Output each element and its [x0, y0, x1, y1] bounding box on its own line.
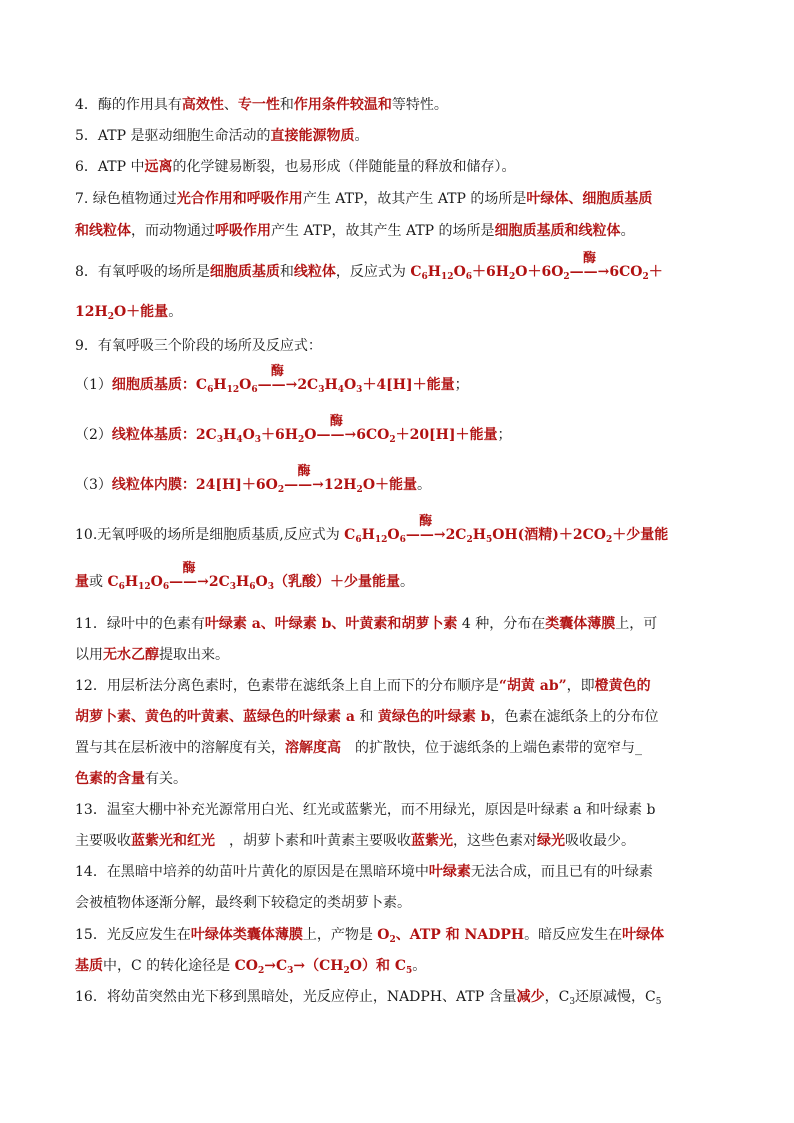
subscript: 2: [356, 485, 363, 495]
key-term: 专一性: [237, 97, 280, 113]
key-term: 、ATP 和 NADPH: [395, 927, 525, 943]
key-term: 12H: [323, 477, 357, 493]
text-segment: （3）: [75, 477, 112, 493]
key-term: O: [255, 574, 268, 590]
reaction-arrow: ——→: [284, 477, 324, 493]
item-9-three-stages: [75, 336, 322, 356]
key-term: ＋少量能: [612, 527, 669, 543]
key-term: 黄绿色的叶绿素 b: [377, 709, 491, 725]
text-segment: （2）: [75, 427, 112, 443]
subscript: 12: [441, 272, 454, 282]
subscript: 6: [399, 535, 406, 545]
enzyme-reaction-arrow: [405, 514, 446, 545]
text-segment: ，色素在滤纸条上的分布位: [490, 709, 659, 725]
enzyme-label: 酶: [419, 514, 433, 529]
text-segment: 会被植物体逐渐分解，最终剩下较稳定的类胡萝卜素。: [75, 895, 411, 911]
key-term: C: [344, 527, 356, 543]
key-term: O: [377, 927, 390, 943]
key-term: O＋能量: [362, 477, 418, 493]
item-13-greenhouse-light-continued: [75, 831, 635, 851]
key-term: 无水乙醇: [103, 647, 159, 663]
key-term: O＋能量: [113, 304, 169, 320]
key-term: ＋20[H]＋能量: [395, 427, 498, 443]
subscript: 2: [642, 272, 649, 282]
key-term: 2C: [297, 377, 319, 393]
text-segment: ，这些色素对: [453, 833, 537, 849]
key-term: 6CO: [609, 264, 643, 280]
subscript: 2: [389, 435, 396, 445]
key-term: O）和 C: [349, 958, 406, 974]
subscript: 2: [277, 485, 285, 495]
key-term: 基质: [75, 958, 103, 974]
item-5-atp-energy: [75, 126, 368, 146]
stage-2-equation: [75, 414, 512, 445]
text-segment: 有关。: [145, 771, 187, 787]
key-term: 12H: [75, 304, 108, 320]
text-segment: ；: [497, 427, 512, 443]
stage-3-equation: [75, 464, 432, 495]
key-term: H: [324, 377, 338, 393]
key-term: 2C: [208, 574, 230, 590]
key-term: O: [239, 377, 252, 393]
key-term: C: [107, 574, 119, 590]
subscript: 6: [251, 385, 258, 395]
text-segment: 11．绿叶中的色素有: [75, 616, 205, 632]
subscript: 2: [257, 966, 265, 976]
text-segment: 以用: [75, 647, 103, 663]
text-segment: 6．ATP 中: [75, 159, 145, 175]
key-term: 细胞质基质和线粒体: [494, 223, 621, 239]
subscript: 12: [374, 535, 388, 545]
key-term: 叶绿体、细胞质基质: [526, 191, 653, 207]
text-segment: 7. 绿色植物通过: [75, 191, 177, 207]
subscript: 3: [267, 582, 274, 592]
key-term: →（CH: [293, 958, 344, 974]
text-segment: ，反应式为: [335, 264, 411, 280]
enzyme-label: 酶: [182, 561, 196, 576]
text-segment: 和: [354, 709, 378, 725]
text-segment: 还原减慢，C: [575, 989, 656, 1005]
key-term: O: [453, 264, 466, 280]
key-term: C: [410, 264, 422, 280]
key-term: 细胞质基质: [209, 264, 280, 280]
key-term: 光合作用和呼吸作用: [176, 191, 303, 207]
stage-1-equation: [75, 364, 469, 395]
subscript: 2: [343, 966, 350, 976]
key-term: O＋6O: [515, 264, 564, 280]
text-segment: 15．光反应发生在: [75, 927, 191, 943]
subscript: 5: [485, 535, 493, 545]
key-term: 蓝紫光: [411, 833, 453, 849]
text-segment: 。: [412, 958, 427, 974]
subscript: 3: [356, 385, 363, 395]
item-8-aerobic-respiration-continued: [75, 302, 182, 322]
text-segment: 。: [354, 128, 369, 144]
key-term: 6CO: [356, 427, 390, 443]
item-14-etiolation: [75, 862, 653, 882]
text-segment: 吸收最少。: [565, 833, 635, 849]
key-term: O: [343, 377, 357, 393]
key-term: ：: [181, 477, 196, 493]
item-12-chromatography: [75, 676, 651, 696]
enzyme-reaction-arrow: [569, 251, 610, 282]
subscript: 6: [249, 582, 256, 592]
subscript: 6: [162, 582, 170, 592]
key-term: 橙黄色的: [594, 678, 651, 694]
text-segment: 4 种，分布在: [457, 616, 546, 632]
key-term: H: [361, 527, 375, 543]
text-segment: 13．温室大棚中补充光源常用白光、红光或蓝紫光，而不用绿光，原因是叶绿素 a 和叶绿素 b: [75, 802, 656, 818]
text-segment: 提取出来。: [159, 647, 229, 663]
key-term: 作用条件较温和: [293, 97, 392, 113]
key-term: 远离: [144, 159, 173, 175]
text-segment: 产生 ATP，故其产生 ATP 的场所是: [271, 223, 495, 239]
key-term: ＋4[H]＋能量: [362, 377, 455, 393]
subscript: 3: [254, 435, 262, 445]
subscript: 4: [337, 385, 344, 395]
text-segment: 。: [417, 477, 432, 493]
subscript: 2: [389, 935, 396, 945]
text-segment: 16．将幼苗突然由光下移到黑暗处，光反应停止，NADPH、ATP 含量: [75, 989, 517, 1005]
key-term: 叶绿体类囊体薄膜: [190, 927, 303, 943]
text-segment: 、: [223, 97, 238, 113]
key-term: 线粒体基质: [111, 427, 182, 443]
key-term: H: [427, 264, 442, 280]
subscript: 2: [466, 535, 473, 545]
key-term: 线粒体内膜: [111, 477, 182, 493]
item-11-pigments-continued: [75, 645, 229, 665]
key-term: O: [387, 527, 400, 543]
subscript: 2: [605, 535, 613, 545]
key-term: ＋6H: [472, 264, 509, 280]
item-12-chromatography-continued-3: [75, 769, 187, 789]
enzyme-reaction-arrow: [257, 364, 298, 395]
item-10-anaerobic-respiration: [75, 514, 669, 545]
text-segment: 。暗反应发生在: [524, 927, 623, 943]
text-segment: 等特性。: [391, 97, 448, 113]
text-segment: 5．ATP 是驱动细胞生命活动的: [75, 128, 271, 144]
subscript: 2: [563, 272, 570, 282]
item-16-light-to-dark: [75, 987, 662, 1007]
item-15-light-dark-reactions-continued: [75, 956, 426, 976]
subscript: 2: [509, 272, 516, 282]
key-term: （乳酸）＋少量能量: [273, 574, 400, 590]
item-7-atp-sites-continued: [75, 221, 635, 241]
reaction-arrow: ——→: [316, 427, 357, 443]
subscript: 3: [318, 385, 325, 395]
item-12-chromatography-continued-2: [75, 738, 642, 758]
key-term: 色素的含量: [75, 771, 145, 787]
text-segment: 无法合成，而且已有的叶绿素: [470, 864, 653, 880]
key-term: ：: [181, 427, 196, 443]
key-term: ＋6H: [261, 427, 299, 443]
text-segment: 。: [168, 304, 183, 320]
text-segment: 9．有氧呼吸三个阶段的场所及反应式：: [75, 338, 322, 354]
text-segment: 8．有氧呼吸的场所是: [75, 264, 210, 280]
key-term: O: [304, 427, 317, 443]
subscript: 6: [118, 582, 125, 592]
item-14-etiolation-continued: [75, 893, 411, 913]
subscript: 2: [107, 312, 114, 322]
text-segment: （1）: [75, 377, 112, 393]
text-segment: 14．在黑暗中培养的幼苗叶片黄化的原因是在黑暗环境中: [75, 864, 429, 880]
key-term: 溶解度高: [285, 740, 341, 756]
key-term: 线粒体: [293, 264, 336, 280]
key-term: 24[H]＋6O: [195, 477, 278, 493]
text-segment: 产生 ATP，故其产生 ATP 的场所是: [302, 191, 527, 207]
item-12-chromatography-continued-1: [75, 707, 659, 727]
enzyme-reaction-arrow: [316, 414, 357, 445]
key-term: 蓝紫光和红光: [131, 833, 215, 849]
subscript: 4: [236, 435, 243, 445]
key-term: 2C: [445, 527, 467, 543]
item-8-aerobic-respiration: [75, 251, 663, 282]
text-segment: 的扩散快，位于滤纸条的上端色素带的宽窄与_: [341, 740, 642, 756]
text-segment: 和: [279, 264, 294, 280]
text-segment: 主要吸收: [75, 833, 131, 849]
enzyme-reaction-arrow: [284, 464, 324, 495]
item-15-light-dark-reactions: [75, 925, 664, 945]
subscript: 12: [226, 385, 240, 395]
text-segment: 4．酶的作用具有: [75, 97, 182, 113]
subscript: 2: [298, 435, 305, 445]
reaction-arrow: ——→: [169, 574, 209, 590]
subscript: 3: [216, 435, 224, 445]
subscript: 12: [138, 582, 151, 592]
key-term: 呼吸作用: [215, 223, 271, 239]
subscript: 3: [569, 997, 576, 1007]
text-segment: 12．用层析法分离色素时，色素带在滤纸条上自上而下的分布顺序是: [75, 678, 499, 694]
subscript: 5: [655, 997, 662, 1007]
key-term: H: [213, 377, 227, 393]
key-term: C: [195, 377, 208, 393]
subscript: 3: [229, 582, 236, 592]
key-term: 量: [75, 574, 89, 590]
text-segment: ；: [454, 377, 469, 393]
item-13-greenhouse-light: [75, 800, 655, 820]
key-term: 2C: [195, 427, 217, 443]
key-term: H: [236, 574, 250, 590]
text-segment: ，而动物通过: [131, 223, 215, 239]
text-segment: 和: [279, 97, 294, 113]
key-term: 细胞质基质: [111, 377, 182, 393]
subscript: 3: [287, 966, 294, 976]
text-segment: 置与其在层析液中的溶解度有关，: [75, 740, 285, 756]
key-term: H: [472, 527, 486, 543]
text-segment: 的化学键易断裂，也易形成（伴随能量的释放和储存）。: [172, 159, 516, 175]
item-11-pigments: [75, 614, 657, 634]
enzyme-label: 酶: [270, 364, 284, 379]
text-segment: ，C: [544, 989, 570, 1005]
text-segment: 10.无氧呼吸的场所是细胞质基质,反应式为: [75, 527, 345, 543]
key-term: CO: [234, 958, 258, 974]
subscript: 6: [421, 272, 428, 282]
reaction-arrow: ——→: [405, 527, 446, 543]
key-term: →C: [264, 958, 288, 974]
text-segment: 上，可: [615, 616, 658, 632]
key-term: 叶绿体: [622, 927, 665, 943]
enzyme-label: 酶: [583, 251, 597, 266]
text-segment: ，即: [566, 678, 595, 694]
text-segment: 。: [399, 574, 414, 590]
item-4-enzyme-properties: [75, 95, 448, 115]
key-term: ：: [181, 377, 196, 393]
text-segment: ，胡萝卜素和叶黄素主要吸收: [215, 833, 411, 849]
enzyme-reaction-arrow: [169, 561, 209, 592]
reaction-arrow: ——→: [257, 377, 298, 393]
key-term: 减少: [516, 989, 545, 1005]
reaction-arrow: ——→: [569, 264, 610, 280]
key-term: 类囊体薄膜: [545, 616, 616, 632]
key-term: 胡萝卜素、黄色的叶黄素、蓝绿色的叶绿素 a: [75, 709, 355, 725]
item-7-atp-sites: [75, 189, 652, 209]
key-term: O: [150, 574, 163, 590]
text-segment: 中，C 的转化途径是: [103, 958, 235, 974]
key-term: ＋: [648, 264, 663, 280]
subscript: 6: [465, 272, 473, 282]
key-term: 直接能源物质: [270, 128, 355, 144]
subscript: 6: [207, 385, 214, 395]
item-6-atp-bond: [75, 157, 515, 177]
key-term: H: [124, 574, 139, 590]
key-term: 和线粒体: [75, 223, 131, 239]
key-term: H: [223, 427, 237, 443]
key-term: 叶绿素: [428, 864, 471, 880]
enzyme-label: 酶: [329, 414, 343, 429]
item-10-anaerobic-respiration-continued: [75, 561, 414, 592]
key-term: O: [242, 427, 255, 443]
subscript: 5: [405, 966, 413, 976]
subscript: 6: [355, 535, 362, 545]
key-term: 绿光: [537, 833, 565, 849]
key-term: OH(酒精)＋2CO: [492, 527, 606, 543]
text-segment: 。: [620, 223, 635, 239]
text-segment: 上，产物是: [302, 927, 378, 943]
key-term: 高效性: [181, 97, 224, 113]
key-term: 叶绿素 a、叶绿素 b、叶黄素和胡萝卜素: [204, 616, 458, 632]
enzyme-label: 酶: [297, 464, 311, 479]
key-term: “胡黄 ab”: [498, 678, 567, 694]
text-segment: 或: [89, 574, 108, 590]
